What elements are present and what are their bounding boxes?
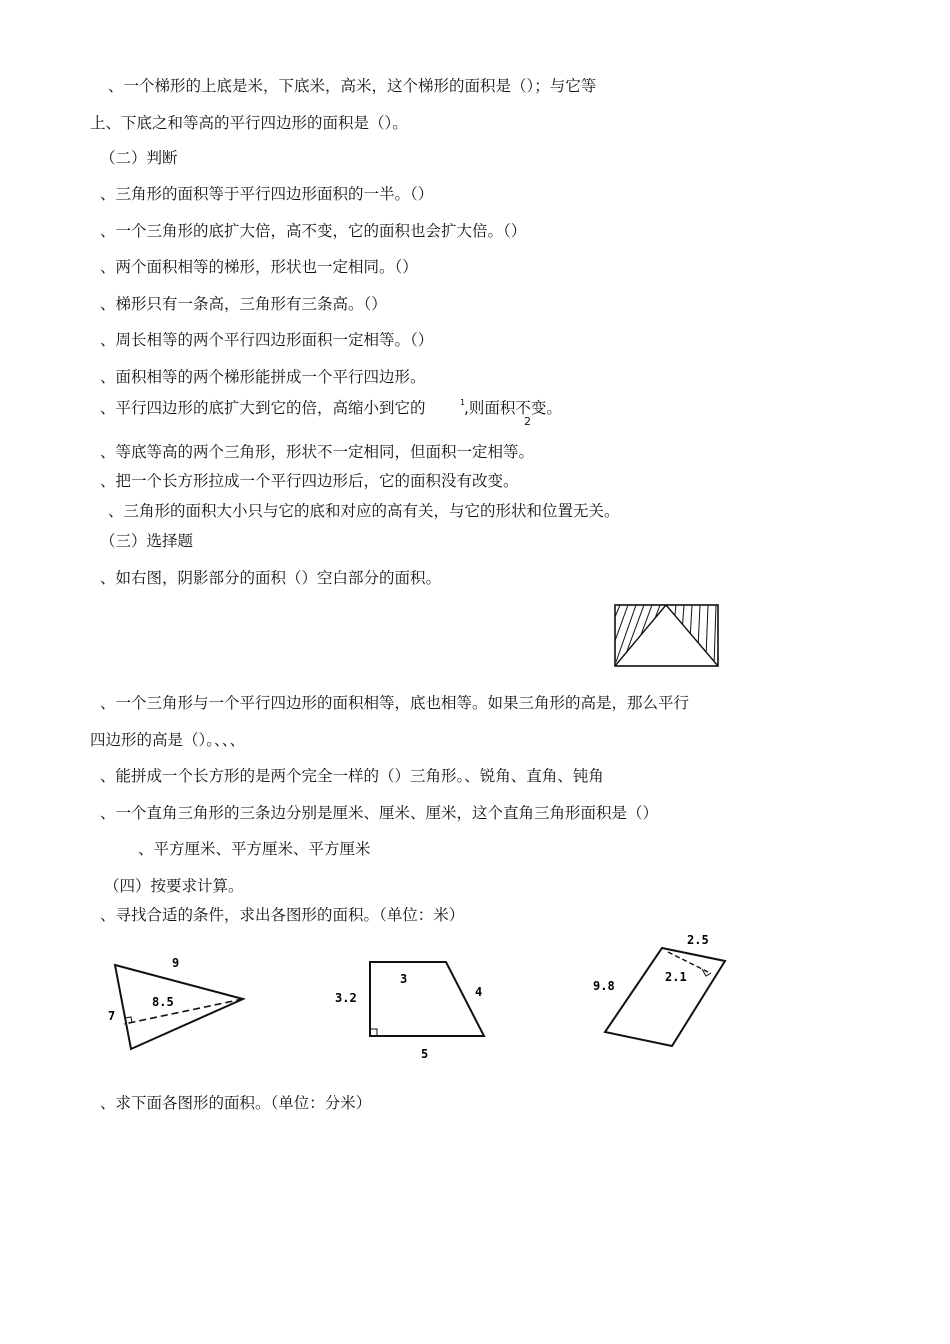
judge-item-8: 、等底等高的两个三角形，形状不一定相同，但面积一定相等。: [100, 443, 535, 461]
judge-item-7-tail: ,则面积不变。: [464, 399, 562, 417]
choice-item-4-options: 、平方厘米、平方厘米、平方厘米: [138, 840, 371, 858]
choice-item-4: 、一个直角三角形的三条边分别是厘米、厘米、厘米，这个直角三角形面积是（）: [100, 804, 659, 822]
judge-item-1: 、三角形的面积等于平行四边形面积的一半。（）: [100, 185, 434, 203]
section-judge-heading: （二）判断: [100, 149, 178, 167]
triangle-label-9: 9: [172, 956, 180, 970]
parallelogram-label-side: 9.8: [593, 979, 615, 993]
triangle-figure: [100, 950, 260, 1060]
judge-item-6: 、面积相等的两个梯形能拼成一个平行四边形。: [100, 368, 426, 386]
judge-item-3: 、两个面积相等的梯形，形状也一定相同。（）: [100, 258, 418, 276]
trapezoid-label-height: 3.2: [335, 991, 357, 1005]
triangle-label-8-5: 8.5: [152, 995, 174, 1009]
parallelogram-label-height: 2.1: [665, 970, 687, 984]
shaded-rectangle-figure: [614, 604, 720, 668]
judge-item-9: 、把一个长方形拉成一个平行四边形后，它的面积没有改变。: [100, 472, 519, 490]
choice-item-3: 、能拼成一个长方形的是两个完全一样的（）三角形。、锐角、直角、钝角: [100, 767, 604, 785]
choice-item-1: 、如右图，阴影部分的面积（）空白部分的面积。: [100, 569, 442, 587]
section-calc-heading: （四）按要求计算。: [104, 877, 244, 895]
calc-item-2: 、求下面各图形的面积。（单位：分米）: [100, 1094, 372, 1112]
trapezoid-label-top: 3: [400, 972, 408, 986]
fraction-numerator: 1: [460, 398, 466, 407]
parallelogram-label-top: 2.5: [687, 933, 709, 947]
trapezoid-label-bottom: 5: [421, 1047, 429, 1061]
q-trapezoid-line2: 上、下底之和等高的平行四边形的面积是（）。: [90, 114, 408, 132]
section-choice-heading: （三）选择题: [100, 532, 194, 550]
judge-item-4: 、梯形只有一条高，三角形有三条高。（）: [100, 295, 387, 313]
choice-item-2-line1: 、一个三角形与一个平行四边形的面积相等，底也相等。如果三角形的高是，那么平行: [100, 694, 690, 712]
calc-item-1: 、寻找合适的条件，求出各图形的面积。（单位：米）: [100, 906, 465, 924]
judge-item-2: 、一个三角形的底扩大倍，高不变，它的面积也会扩大倍。（）: [100, 222, 527, 240]
triangle-label-7: 7: [108, 1009, 116, 1023]
q-trapezoid-line1: 、一个梯形的上底是米，下底米，高米，这个梯形的面积是（）；与它等: [108, 77, 597, 95]
parallelogram-figure: [585, 928, 735, 1053]
trapezoid-figure: [330, 950, 500, 1065]
choice-item-2-line2: 四边形的高是（）。、、、: [90, 731, 246, 749]
judge-item-10: 、三角形的面积大小只与它的底和对应的高有关，与它的形状和位置无关。: [108, 502, 620, 520]
judge-item-5: 、周长相等的两个平行四边形面积一定相等。（）: [100, 331, 434, 349]
fraction-denominator: 2: [524, 415, 531, 428]
trapezoid-label-side: 4: [475, 985, 483, 999]
judge-item-7: 、平行四边形的底扩大到它的倍，高缩小到它的: [100, 399, 426, 417]
